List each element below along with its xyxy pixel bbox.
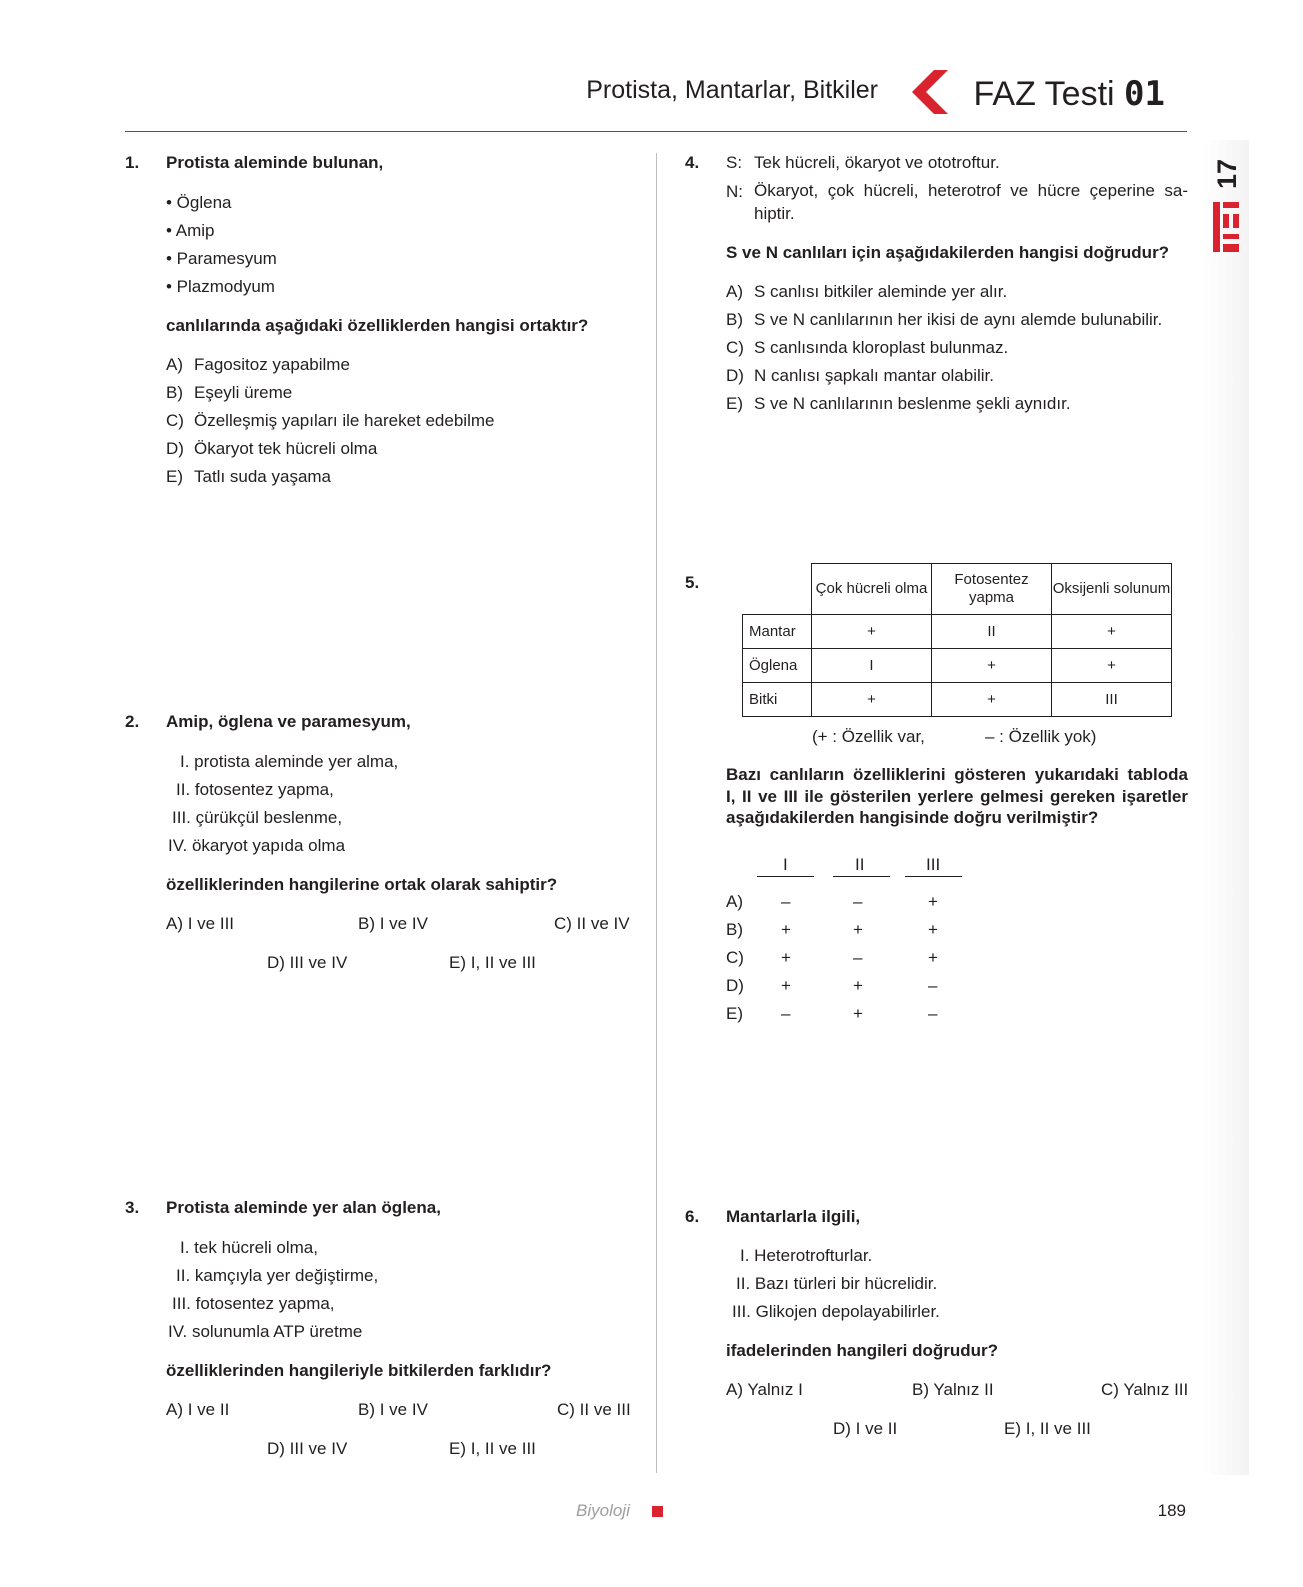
option-text: Fagositoz yapabilme (194, 355, 350, 374)
table-header: Fotosentez yapma (932, 564, 1052, 615)
option: A) I ve II (166, 1400, 230, 1419)
question-prompt: özelliklerinden hangilerine ortak olarak sahiptir? (166, 875, 558, 894)
question-number: 2. (125, 712, 140, 731)
option: B) I ve IV (358, 1400, 428, 1419)
test-label: FAZ Testi (973, 75, 1115, 113)
table-cell: III (1052, 683, 1172, 717)
answer-cell: – (781, 892, 791, 911)
question-number: 5. (685, 573, 700, 592)
option-text: Özelleşmiş yapıları ile hareket edebilme (194, 411, 495, 430)
option-letter: B) (726, 920, 743, 939)
answer-cell: + (781, 948, 791, 967)
option-letter: D) (726, 976, 744, 995)
chevron-left-icon (906, 70, 954, 114)
option-letter: A) (726, 282, 743, 301)
list-item: • Paramesyum (166, 249, 277, 268)
roman-item: I. tek hücreli olma, (180, 1238, 318, 1257)
table-row (743, 615, 1172, 649)
column-underline (905, 876, 962, 877)
option: E) I, II ve III (449, 953, 536, 972)
answer-cell: + (781, 976, 791, 995)
answer-cell: – (928, 976, 938, 995)
page-number: 189 (1157, 1501, 1186, 1520)
table-row (743, 683, 1172, 717)
list-item: • Amip (166, 221, 215, 240)
roman-item: II. kamçıyla yer değiştirme, (176, 1266, 379, 1285)
option: D) III ve IV (267, 953, 348, 972)
option-letter: A) (726, 892, 743, 911)
option-text: S canlısı bitkiler aleminde yer alır. (754, 282, 1008, 301)
option-text: S ve N canlılarının beslenme şekli aynıdır. (754, 394, 1071, 413)
answer-cell: + (928, 920, 938, 939)
question-number: 1. (125, 153, 140, 172)
roman-item: I. protista aleminde yer alma, (180, 752, 399, 771)
option: D) III ve IV (267, 1439, 348, 1458)
table-cell: + (1052, 649, 1172, 683)
question-stem: Protista aleminde yer alan öglena, (166, 1198, 441, 1217)
features-table (742, 563, 1172, 717)
chapter-title: Protista, Mantarlar, Bitkiler (586, 76, 878, 104)
option-letter: E) (166, 467, 183, 486)
square-icon (652, 1506, 663, 1517)
question-prompt-line: aşağıdakilerden hangisinde doğru verilmiştir? (726, 808, 1099, 827)
faz-logo-icon (1211, 200, 1241, 254)
answer-column-header: III (926, 855, 941, 874)
option: B) Yalnız II (912, 1380, 994, 1399)
answer-column-header: I (783, 855, 788, 874)
statement-label: N: (726, 182, 743, 201)
sidebar-strip (1203, 140, 1249, 1475)
option-letter: C) (726, 338, 744, 357)
answer-cell: + (928, 892, 938, 911)
list-item: • Öglena (166, 193, 232, 212)
roman-item: IV. ökaryot yapıda olma (168, 836, 346, 855)
column-underline (833, 876, 890, 877)
option: D) I ve II (833, 1419, 898, 1438)
option-letter: D) (166, 439, 184, 458)
statement-label: S: (726, 153, 743, 172)
answer-cell: + (781, 920, 791, 939)
column-divider (656, 153, 657, 1473)
statement-text-continued: hiptir. (754, 204, 795, 223)
roman-item: III. fotosentez yapma, (172, 1294, 335, 1313)
list-item: • Plazmodyum (166, 277, 275, 296)
answer-cell: + (853, 920, 863, 939)
table-cell: I (812, 649, 932, 683)
option: C) II ve III (557, 1400, 631, 1419)
table-header: Çok hücreli olma (812, 564, 932, 615)
answer-column-header: II (855, 855, 865, 874)
question-number: 6. (685, 1207, 700, 1226)
answer-cell: – (928, 1004, 938, 1023)
question-prompt: özelliklerinden hangileriyle bitkilerden farklıdır? (166, 1361, 552, 1380)
answer-cell: + (928, 948, 938, 967)
option: E) I, II ve III (1004, 1419, 1091, 1438)
footer-subject: Biyoloji (576, 1501, 630, 1520)
table-row-label: Öglena (743, 649, 812, 683)
table-row (743, 649, 1172, 683)
table-cell: + (1052, 615, 1172, 649)
option-text: S ve N canlılarının her ikisi de aynı alemde bulunabilir. (754, 310, 1163, 329)
option-letter: D) (726, 366, 744, 385)
question-prompt-line: I, II ve III ile gösterilen yerlere gelmesi gereken işaretler (726, 787, 1188, 806)
answer-cell: – (781, 1004, 791, 1023)
column-underline (757, 876, 814, 877)
question-stem: Mantarlarla ilgili, (726, 1207, 861, 1226)
question-number: 3. (125, 1198, 140, 1217)
option: A) Yalnız I (726, 1380, 803, 1399)
option-text: N canlısı şapkalı mantar olabilir. (754, 366, 994, 385)
statement-text: Ökaryot, çok hücreli, heterotrof ve hücre çeperine sa- (754, 181, 1188, 200)
option-letter: C) (166, 411, 184, 430)
legend-minus: – : Özellik yok) (985, 727, 1097, 746)
answer-cell: + (853, 1004, 863, 1023)
roman-item: II. fotosentez yapma, (176, 780, 334, 799)
option-letter: B) (166, 383, 183, 402)
option-text: Ökaryot tek hücreli olma (194, 439, 378, 458)
test-number: 01 (1124, 74, 1165, 114)
question-stem: Amip, öglena ve paramesyum, (166, 712, 411, 731)
statement-text: Tek hücreli, ökaryot ve ototroftur. (754, 153, 1000, 172)
option-text: Tatlı suda yaşama (194, 467, 332, 486)
option-letter: B) (726, 310, 743, 329)
answer-cell: – (853, 948, 863, 967)
table-cell: + (812, 683, 932, 717)
option-text: S canlısında kloroplast bulunmaz. (754, 338, 1009, 357)
table-cell: + (812, 615, 932, 649)
option-text: Eşeyli üreme (194, 383, 293, 402)
option-letter: C) (726, 948, 744, 967)
question-number: 4. (685, 153, 700, 172)
question-prompt-line: Bazı canlıların özelliklerini gösteren yukarıdaki tabloda (726, 765, 1188, 784)
question-prompt: canlılarında aşağıdaki özelliklerden hangisi ortaktır? (166, 316, 589, 335)
test-title (974, 74, 1166, 114)
table-cell: + (932, 683, 1052, 717)
table-cell: + (932, 649, 1052, 683)
option: C) Yalnız III (1101, 1380, 1189, 1399)
sidebar-number: 17 (1212, 158, 1242, 190)
question-stem: Protista aleminde bulunan, (166, 153, 384, 172)
legend-plus: (+ : Özellik var, (812, 727, 925, 746)
option-letter: E) (726, 1004, 743, 1023)
table-cell: II (932, 615, 1052, 649)
roman-item: I. Heterotrofturlar. (740, 1246, 873, 1265)
table-row-label: Mantar (743, 615, 812, 649)
roman-item: II. Bazı türleri bir hücrelidir. (736, 1274, 938, 1293)
roman-item: IV. solunumla ATP üretme (168, 1322, 363, 1341)
option-letter: E) (726, 394, 743, 413)
option: A) I ve III (166, 914, 235, 933)
answer-cell: – (853, 892, 863, 911)
roman-item: III. çürükçül beslenme, (172, 808, 343, 827)
roman-item: III. Glikojen depolayabilirler. (732, 1302, 940, 1321)
question-prompt: S ve N canlıları için aşağıdakilerden hangisi doğrudur? (726, 243, 1170, 262)
option: C) II ve IV (554, 914, 630, 933)
header-divider (125, 131, 1187, 132)
table-header: Oksijenli solunum (1052, 564, 1172, 615)
option: B) I ve IV (358, 914, 428, 933)
table-row-label: Bitki (743, 683, 812, 717)
question-prompt: ifadelerinden hangileri doğrudur? (726, 1341, 999, 1360)
option: E) I, II ve III (449, 1439, 536, 1458)
answer-cell: + (853, 976, 863, 995)
option-letter: A) (166, 355, 183, 374)
